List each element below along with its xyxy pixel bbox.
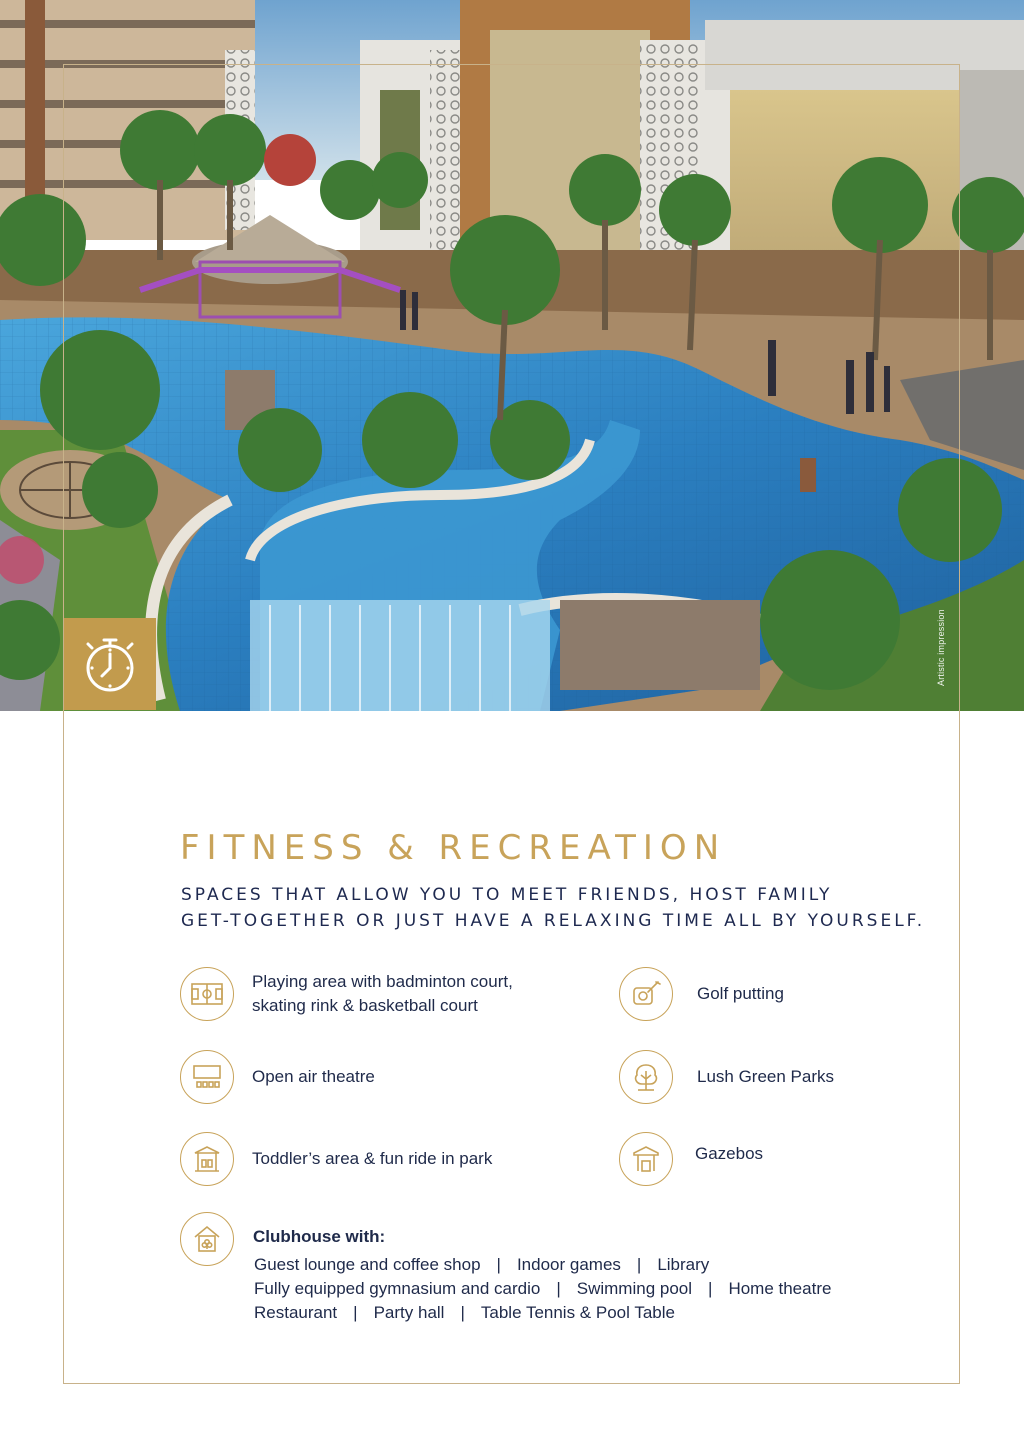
stopwatch-icon	[78, 632, 142, 696]
amenity-label-line-1: Golf putting	[697, 984, 784, 1003]
amenity-golf-putting	[619, 967, 784, 1021]
artistic-impression-caption: Artistic impression	[936, 609, 946, 686]
amenity-label-line-1: Lush Green Parks	[697, 1067, 835, 1086]
clubhouse-features	[254, 1253, 831, 1325]
feature-item: Table Tennis & Pool Table	[480, 1303, 675, 1322]
amenity-label-line-1: Playing area with badminton court,	[252, 972, 513, 991]
section-subtitle	[181, 882, 941, 934]
separator: |	[460, 1303, 465, 1322]
separator: |	[556, 1279, 561, 1298]
section-title: FITNESS & RECREATION	[180, 828, 727, 868]
amenity-clubhouse	[180, 1212, 234, 1266]
clubhouse-line-2	[254, 1277, 831, 1301]
clubhouse-icon	[180, 1212, 234, 1266]
subtitle-line-2: GET-TOGETHER OR JUST HAVE A RELAXING TIME ALL BY YOURSELF.	[181, 911, 926, 931]
amenity-label-line-1: Open air theatre	[252, 1067, 375, 1086]
feature-item: Fully equipped gymnasium and cardio	[254, 1279, 541, 1298]
pool-rendering	[0, 0, 1024, 711]
stopwatch-badge	[64, 618, 156, 710]
playground-icon	[180, 1132, 234, 1186]
separator: |	[708, 1279, 713, 1298]
separator: |	[353, 1303, 358, 1322]
sports-court-icon	[180, 967, 234, 1021]
amenity-open-air-theatre	[180, 1050, 375, 1104]
amenity-label	[252, 970, 513, 1018]
separator: |	[636, 1255, 642, 1274]
separator: |	[496, 1255, 501, 1274]
theatre-icon	[180, 1050, 234, 1104]
feature-item: Swimming pool	[576, 1279, 693, 1298]
amenity-toddlers-area	[180, 1132, 492, 1186]
amenity-label-line-1: Toddler’s area & fun ride in park	[252, 1149, 493, 1168]
clubhouse-line-1	[254, 1253, 831, 1277]
hero-image	[0, 0, 1024, 711]
feature-item: Indoor games	[516, 1255, 621, 1274]
amenity-label	[252, 1147, 492, 1171]
amenity-playing-area	[180, 967, 513, 1021]
subtitle-line-1: SPACES THAT ALLOW YOU TO MEET FRIENDS, HOST FAMILY	[181, 885, 833, 905]
feature-item: Guest lounge and coffee shop	[254, 1255, 481, 1274]
amenity-label	[697, 982, 784, 1006]
amenity-lush-green-parks	[619, 1050, 834, 1104]
clubhouse-line-3	[254, 1301, 831, 1325]
amenity-label-line-1: Gazebos	[695, 1144, 764, 1163]
feature-item: Home theatre	[728, 1279, 832, 1298]
amenity-label-line-2: skating rink & basketball court	[252, 996, 478, 1015]
amenity-label	[697, 1065, 834, 1089]
amenity-label	[252, 1065, 375, 1089]
feature-item: Library	[657, 1255, 710, 1274]
amenity-label	[695, 1142, 763, 1166]
amenity-gazebos	[619, 1132, 763, 1186]
clubhouse-heading: Clubhouse with:	[253, 1227, 386, 1246]
tree-icon	[619, 1050, 673, 1104]
golf-icon	[619, 967, 673, 1021]
gazebo-icon	[619, 1132, 673, 1186]
feature-item: Party hall	[373, 1303, 445, 1322]
feature-item: Restaurant	[254, 1303, 338, 1322]
